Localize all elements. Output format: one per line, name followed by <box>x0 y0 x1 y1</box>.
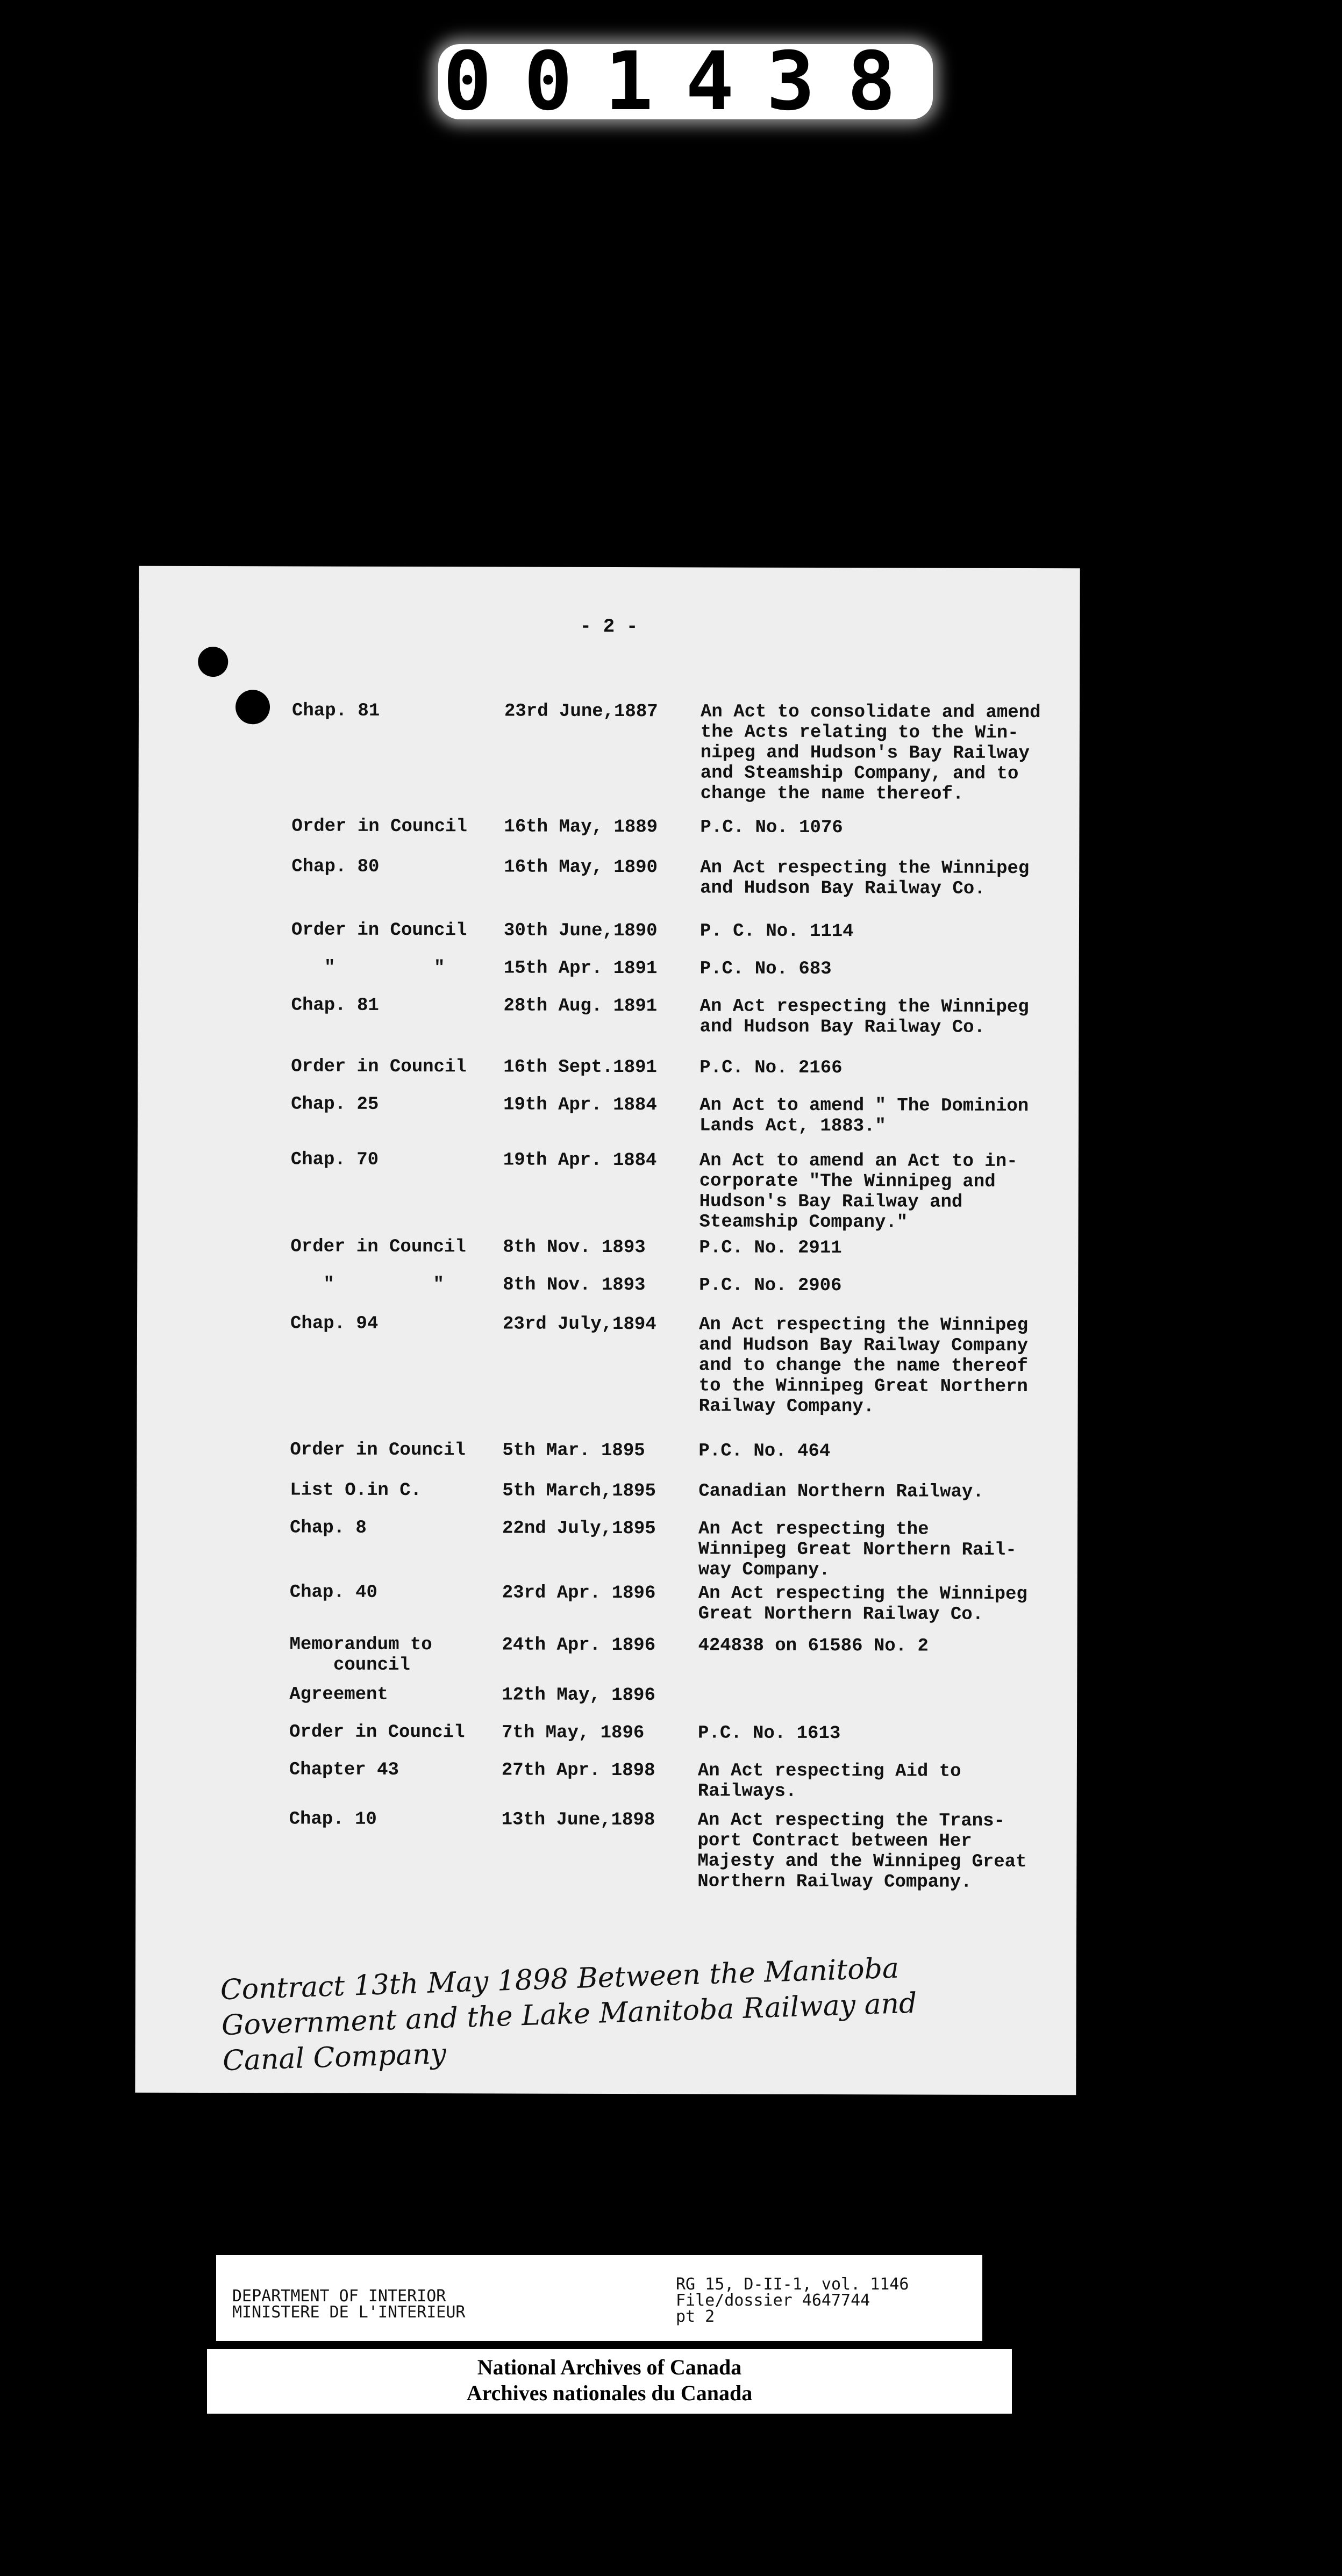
row-reference: Order in Council <box>290 1236 466 1258</box>
row-reference: Order in Council <box>291 920 467 941</box>
row-description: An Act to consolidate and amend the Acts relating to the Win- nipeg and Hudson's Bay Railway and Steamship Company, and to change the name thereof. <box>700 702 1041 805</box>
row-date: 24th Apr. 1896 <box>502 1635 656 1656</box>
row-date: 8th Nov. 1893 <box>503 1275 646 1296</box>
table-row <box>136 1684 1077 1706</box>
row-reference: Agreement <box>289 1684 388 1705</box>
table-row <box>137 1236 1078 1259</box>
row-description: An Act to amend an Act to in- corporate "The Winnipeg and Hudson's Bay Railway and Steamship Company." <box>699 1150 1018 1233</box>
table-row <box>138 995 1079 1038</box>
row-date: 23rd June,1887 <box>504 701 658 722</box>
row-date: 22nd July,1895 <box>502 1518 656 1540</box>
document-page <box>135 566 1080 2095</box>
row-date: 15th Apr. 1891 <box>503 958 658 979</box>
row-reference: Chap. 8 <box>289 1518 367 1539</box>
table-row <box>138 920 1079 942</box>
department-text: DEPARTMENT OF INTERIOR MINISTERE DE L'INTERIEUR <box>232 2287 466 2322</box>
handwritten-note: Contract 13th May 1898 Between the Manitoba Government and the Lake Manitoba Railway and Canal Company <box>219 1952 918 2078</box>
frame-number: 001438 <box>438 44 933 119</box>
row-reference: Chap. 10 <box>289 1809 377 1830</box>
row-description: 424838 on 61586 No. 2 <box>698 1635 929 1657</box>
table-row <box>136 1759 1077 1802</box>
row-description: P.C. No. 1613 <box>697 1723 841 1744</box>
row-description: P.C. No. 2906 <box>699 1275 842 1297</box>
row-description: P.C. No. 683 <box>699 958 832 980</box>
punch-hole <box>235 690 270 724</box>
row-description: An Act respecting the Winnipeg and Hudson Bay Railway Co. <box>699 996 1029 1038</box>
row-description: An Act respecting the Winnipeg Great Northern Railway Co. <box>698 1583 1027 1625</box>
table-row <box>137 1440 1077 1462</box>
row-reference: Chap. 80 <box>291 856 380 877</box>
row-reference: Chap. 81 <box>291 995 379 1016</box>
table-row <box>136 1809 1077 1893</box>
table-row <box>137 1582 1077 1625</box>
row-reference: Chap. 94 <box>290 1313 379 1334</box>
table-row <box>137 1313 1078 1418</box>
row-date: 28th Aug. 1891 <box>503 996 658 1017</box>
row-date: 13th June,1898 <box>501 1809 655 1831</box>
row-description: P.C. No. 1076 <box>700 817 843 839</box>
archives-name-english: National Archives of Canada <box>477 2355 742 2379</box>
row-reference: Chap. 25 <box>291 1094 379 1115</box>
row-description: P. C. No. 1114 <box>699 921 854 942</box>
row-description: P.C. No. 464 <box>698 1441 831 1462</box>
row-reference: Chap. 81 <box>291 700 380 721</box>
table-row <box>137 1480 1077 1502</box>
row-reference: Chap. 70 <box>290 1149 379 1170</box>
table-row <box>138 1094 1079 1137</box>
row-description: An Act to amend " The Dominion Lands Act, 1883." <box>699 1095 1029 1137</box>
row-date: 12th May, 1896 <box>502 1685 655 1706</box>
row-description: P.C. No. 2911 <box>699 1237 842 1259</box>
row-date: 27th Apr. 1898 <box>501 1760 655 1781</box>
row-reference: Order in Council <box>291 1056 467 1078</box>
table-row <box>136 1722 1077 1744</box>
row-description: An Act respecting the Trans- port Contract between Her Majesty and the Winnipeg Great Northern Railway Company. <box>697 1810 1027 1893</box>
row-reference: List O.in C. <box>290 1480 422 1501</box>
row-description: An Act respecting the Winnipeg and Hudson Bay Railway Company and to change the name thereof to the Winnipeg Great Northern Railway Company. <box>698 1314 1029 1418</box>
row-reference: " " <box>290 1274 444 1296</box>
table-row <box>137 1518 1077 1581</box>
table-row <box>138 957 1079 980</box>
row-date: 23rd July,1894 <box>502 1314 656 1335</box>
row-date: 7th May, 1896 <box>501 1722 645 1744</box>
row-reference: Chapter 43 <box>289 1759 399 1780</box>
reference-label <box>216 2255 982 2341</box>
punch-hole <box>198 647 228 677</box>
table-row <box>138 856 1079 899</box>
row-reference: " " <box>291 957 445 979</box>
file-reference-text: RG 15, D-II-1, vol. 1146 File/dossier 4647744 pt 2 <box>676 2275 909 2326</box>
row-description: An Act respecting the Winnipeg and Hudson Bay Railway Co. <box>700 857 1030 899</box>
table-row <box>138 1056 1079 1079</box>
archives-label <box>207 2349 1012 2414</box>
row-date: 23rd Apr. 1896 <box>502 1583 656 1604</box>
row-description: An Act respecting Aid to Railways. <box>697 1761 961 1802</box>
row-date: 19th Apr. 1884 <box>503 1150 657 1171</box>
row-date: 19th Apr. 1884 <box>503 1094 657 1116</box>
table-row <box>137 1634 1077 1676</box>
row-description: An Act respecting the Winnipeg Great Northern Rail- way Company. <box>698 1519 1017 1581</box>
page-number: - 2 - <box>580 615 638 638</box>
row-reference: Order in Council <box>289 1722 465 1743</box>
entries-table <box>139 566 1080 1893</box>
row-date: 8th Nov. 1893 <box>503 1237 646 1258</box>
row-date: 16th May, 1890 <box>504 857 658 878</box>
table-row <box>139 700 1080 805</box>
table-row <box>138 1149 1079 1233</box>
archives-name-french: Archives nationales du Canada <box>466 2381 753 2405</box>
table-row <box>139 816 1080 839</box>
row-reference: Chap. 40 <box>289 1582 378 1603</box>
table-row <box>137 1274 1078 1297</box>
row-reference: Memorandum to council <box>289 1634 432 1676</box>
row-date: 5th Mar. 1895 <box>502 1440 645 1462</box>
row-date: 16th Sept.1891 <box>503 1057 657 1078</box>
row-description: Canadian Northern Railway. <box>698 1481 984 1502</box>
row-date: 30th June,1890 <box>503 920 658 942</box>
row-reference: Order in Council <box>290 1440 466 1461</box>
row-date: 5th March,1895 <box>502 1480 656 1502</box>
row-description: P.C. No. 2166 <box>699 1057 843 1079</box>
row-description <box>698 1685 1063 1686</box>
row-reference: Order in Council <box>291 816 467 838</box>
row-date: 16th May, 1889 <box>504 817 658 838</box>
